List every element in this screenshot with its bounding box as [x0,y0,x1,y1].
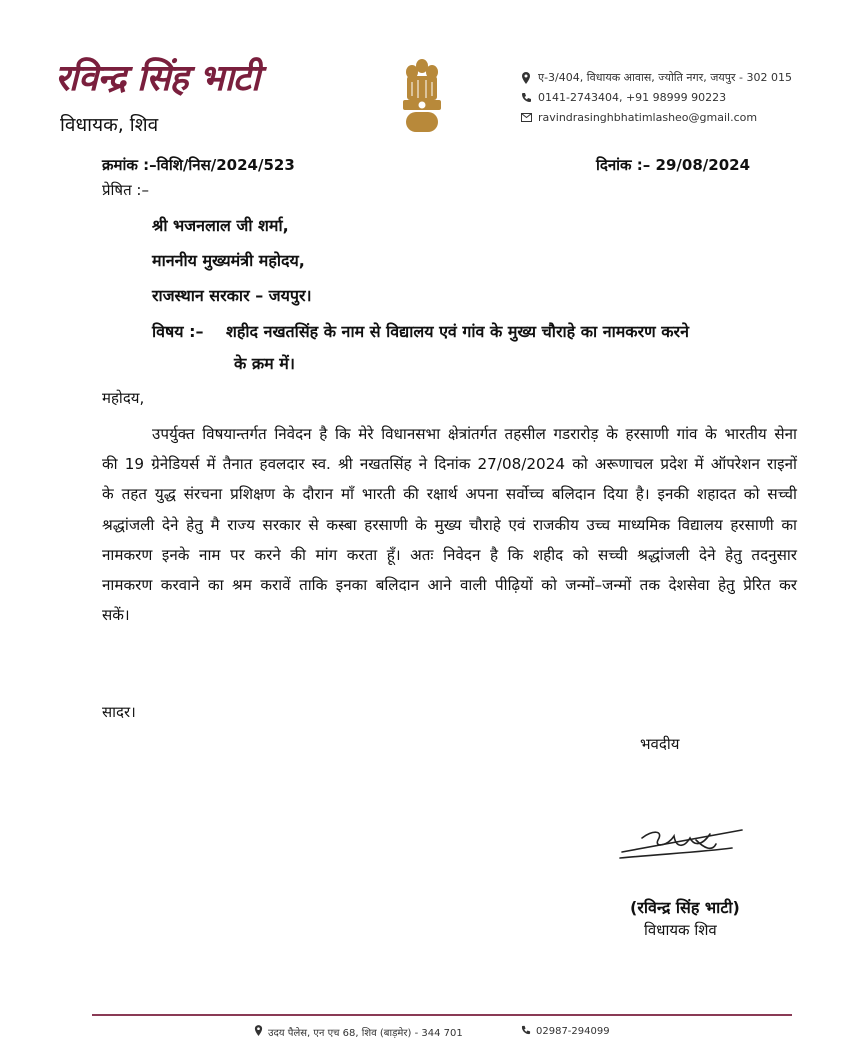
letterhead-email[interactable]: ravindrasinghbhatimlasheo@gmail.com [538,111,758,124]
letterhead-designation: विधायक, शिव [60,114,159,136]
recipient-line-1: श्री भजनलाल जी शर्मा, [152,216,289,235]
reference-value: विशि/निस/2024/523 [156,156,295,174]
signatory-name: (रविन्द्र सिंह भाटी) [630,898,740,917]
footer-address: उदय पैलेस, एन एच 68, शिव (बाड़मेर) - 344 701 [268,1028,463,1039]
national-emblem-icon [398,56,446,136]
phone-icon [521,1025,531,1038]
recipient-line-2: माननीय मुख्यमंत्री महोदय, [152,251,305,270]
signatory-title: विधायक शिव [644,921,717,939]
prashit-label: प्रेषित :– [102,181,149,199]
yours-faithfully: भवदीय [640,735,680,753]
salutation: महोदय, [102,389,145,407]
reference-label: क्रमांक :– [102,156,157,174]
letterhead-phone-line [520,91,726,104]
footer-address-line [254,1025,463,1039]
letterhead-address: ए-3/404, विधायक आवास, ज्योति नगर, जयपुर - 302 015 [538,71,792,84]
footer-divider [92,1014,792,1016]
footer-phone: 02987-294099 [536,1026,610,1037]
letterhead-phone: 0141-2743404, +91 98999 90223 [538,91,727,104]
subject-block [152,316,802,380]
letterhead-email-line [520,111,757,124]
subject-text-1: शहीद नखतसिंह के नाम से विद्यालय एवं गांव के मुख्य चौराहे का नामकरण करने [226,322,689,341]
letterhead-address-line [520,70,792,85]
handwritten-signature [612,818,752,868]
closing: सादर। [102,703,136,721]
recipient-line-3: राजस्थान सरकार – जयपुर। [152,286,312,305]
letterhead-name-logo: रविन्द्र सिंह भाटी [55,57,260,99]
mail-icon [520,112,532,124]
body-paragraph: उपर्युक्त विषयान्तर्गत निवेदन है कि मेरे विधानसभा क्षेत्रांतर्गत तहसील गडरारोड़ के हरसाणी गांव के भारतीय सेना की 19 ग्रेनेडियर्स में तैनात हवलदार स्व. श्री नखतसिंह ने दिनांक 27/08/2024 को अरूणाचल प्रदेश में ऑपरेशन राइनों के तहत युद्ध संरचना प्रशिक्षण के दौरान माँ भारती की रक्षार्थ अपना सर्वोच्च बलिदान दिया है। इनकी शहादत को सच्ची श्रद्धांजली देने हेतु मै राज्य सरकार से कस्बा हरसाणी के मुख्य चौराहे एवं राजकीय उच्च माध्यमिक विद्यालय हरसाणी का नामकरण इनके नाम पर करने की मांग करता हूँ। अतः निवेदन है कि शहीद को सच्ची श्रद्धांजली देने हेतु तदनुसार नामकरण करवाने का श्रम करावें ताकि इनका बलिदान आने वाली पीढ़ियों को जन्मों–जन्मों तक देशसेवा हेतु प्रेरित कर सकें। [102,425,797,625]
phone-icon [520,92,532,104]
subject-line-1 [152,316,802,348]
location-pin-icon [254,1025,263,1039]
date-label: दिनांक :– [596,156,651,174]
letter-date [596,155,750,175]
location-pin-icon [520,72,532,84]
reference-number [102,155,295,175]
date-value: 29/08/2024 [655,156,750,174]
subject-label: विषय :– [152,322,204,341]
subject-text-2: के क्रम में। [234,354,295,373]
footer-phone-line [521,1025,610,1038]
